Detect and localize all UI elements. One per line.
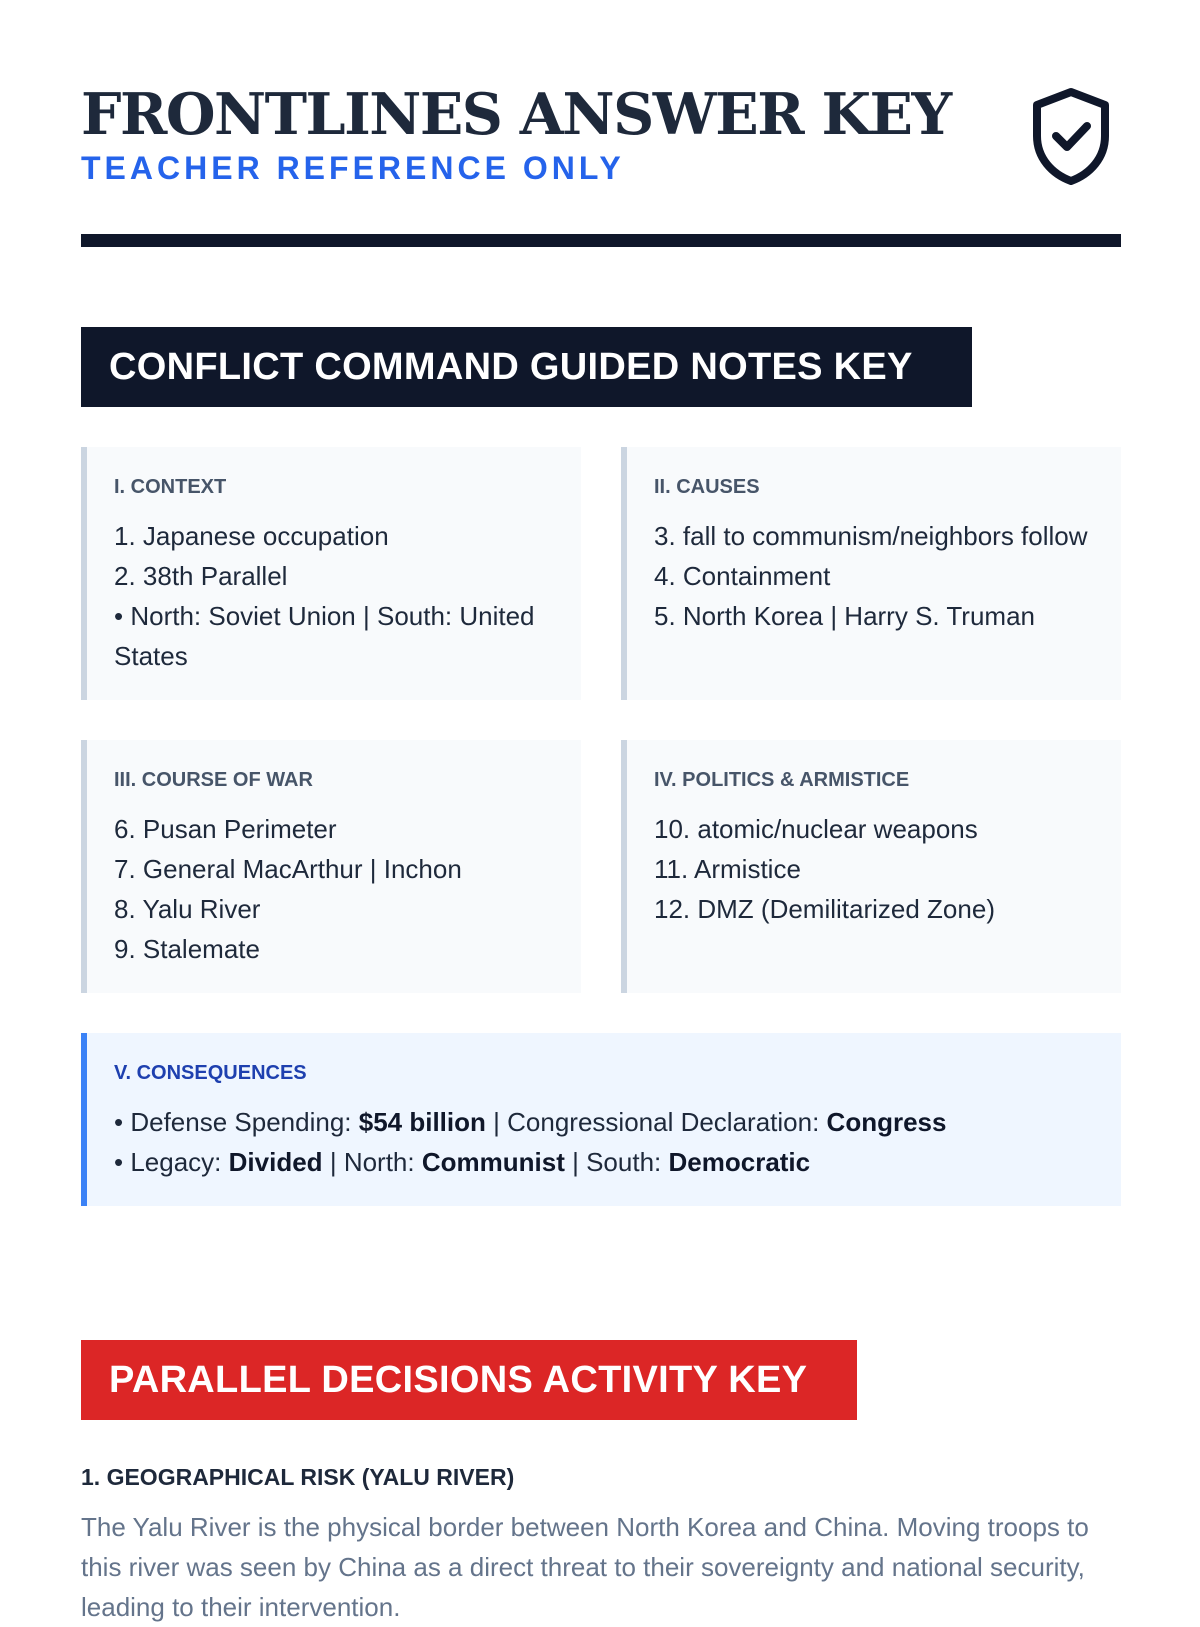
list-item: 5. North Korea | Harry S. Truman: [654, 601, 1035, 631]
list-item: 6. Pusan Perimeter: [114, 814, 337, 844]
north-label: North:: [343, 1147, 415, 1177]
list-item: 3. fall to communism/neighbors follow: [654, 521, 1088, 551]
declaration-value: Congress: [826, 1107, 947, 1137]
politics-armistice-list: [654, 809, 1101, 929]
page-title: FRONTLINES ANSWER KEY: [81, 81, 951, 148]
geographical-risk-heading: 1. GEOGRAPHICAL RISK (YALU RIVER): [81, 1464, 515, 1490]
parallel-decisions-banner: PARALLEL DECISIONS ACTIVITY KEY: [81, 1340, 857, 1420]
politics-armistice-card: [621, 740, 1121, 993]
legacy-label: Legacy:: [130, 1147, 222, 1177]
list-item: 2. 38th Parallel: [114, 561, 288, 591]
separator: |: [329, 1147, 337, 1177]
list-item: 10. atomic/nuclear weapons: [654, 814, 978, 844]
consequences-heading: V. CONSEQUENCES: [114, 1062, 307, 1084]
politics-armistice-heading: IV. POLITICS & ARMISTICE: [654, 769, 910, 791]
separator: |: [493, 1107, 500, 1137]
south-label: South:: [586, 1147, 662, 1177]
causes-card: [621, 447, 1121, 700]
list-item: 9. Stalemate: [114, 934, 260, 964]
bullet: •: [114, 1107, 124, 1137]
separator: |: [572, 1147, 579, 1177]
header-divider: [81, 234, 1121, 247]
list-item: 8. Yalu River: [114, 894, 261, 924]
causes-heading: II. CAUSES: [654, 476, 760, 498]
list-item: [114, 1102, 1101, 1142]
list-item: 11. Armistice: [654, 854, 801, 884]
course-of-war-list: [114, 809, 561, 969]
course-of-war-card: [81, 740, 581, 993]
list-item: 4. Containment: [654, 561, 831, 591]
list-item: [114, 1142, 1101, 1182]
legacy-value: Divided: [228, 1147, 323, 1177]
guided-notes-banner: CONFLICT COMMAND GUIDED NOTES KEY: [81, 327, 972, 407]
context-heading: I. CONTEXT: [114, 476, 227, 498]
context-list: [114, 516, 561, 676]
consequences-card: [81, 1033, 1121, 1206]
page-header: [81, 80, 1121, 200]
list-item: 7. General MacArthur | Inchon: [114, 854, 462, 884]
south-value: Democratic: [668, 1147, 811, 1177]
consequences-list: [114, 1102, 1101, 1182]
page-subtitle: TEACHER REFERENCE ONLY: [81, 150, 625, 186]
context-card: [81, 447, 581, 700]
defense-spending-label: Defense Spending:: [130, 1107, 352, 1137]
list-item: 12. DMZ (Demilitarized Zone): [654, 894, 995, 924]
course-of-war-heading: III. COURSE OF WAR: [114, 769, 313, 791]
bullet: •: [114, 1147, 124, 1177]
list-item: • North: Soviet Union | South: United States: [114, 601, 535, 671]
causes-list: [654, 516, 1101, 636]
defense-spending-value: $54 billion: [358, 1107, 486, 1137]
declaration-label: Congressional Declaration:: [507, 1107, 820, 1137]
list-item: 1. Japanese occupation: [114, 521, 389, 551]
north-value: Communist: [421, 1147, 565, 1177]
geographical-risk-text: The Yalu River is the physical border between North Korea and China. Moving troops to this river was seen by China as a direct threat to their sovereignty and national security, leading to their intervention.: [81, 1512, 1089, 1622]
shield-check-icon: [1029, 86, 1113, 186]
